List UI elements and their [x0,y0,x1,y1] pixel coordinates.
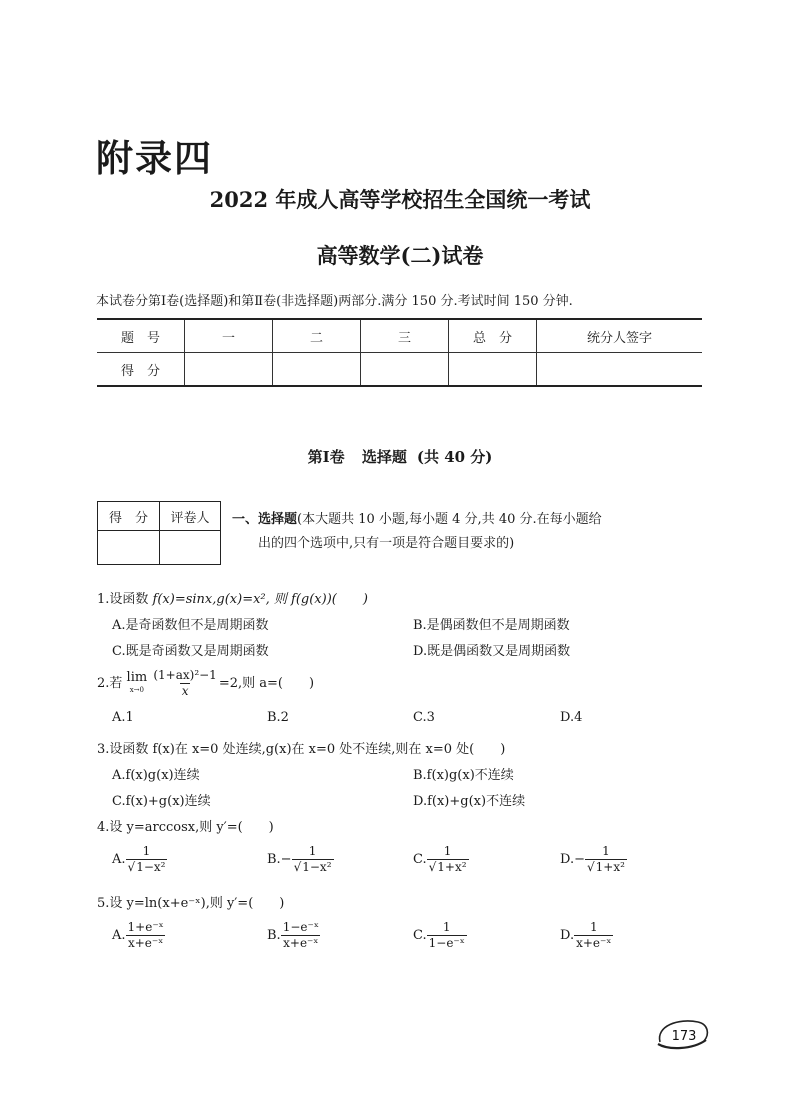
score-header-cell: 二 [273,319,361,353]
fraction-numerator: 1+e⁻ˣ [127,920,164,934]
option-label: D.− [560,852,585,867]
question-5-option-d[interactable] [560,920,613,951]
question-4-option-b[interactable] [267,844,334,875]
limit-fraction [151,668,218,699]
section-part: 第Ⅰ卷 [307,448,345,466]
grader-score-cell[interactable] [98,531,160,565]
option-fraction [574,920,613,951]
exam-title: 2022 年成人高等学校招生全国统一考试 [209,187,591,212]
paper-title: 高等数学(二)试卷 [316,243,484,268]
score-cell[interactable] [361,353,449,387]
appendix-title: 附录四 [96,137,213,180]
part-desc-line1: (本大题共 10 小题,每小题 4 分,共 40 分.在每小题给 [297,512,602,527]
grader-name-header: 评卷人 [160,502,221,531]
question-4-option-d[interactable] [560,844,627,875]
part-instructions [232,508,672,556]
fraction-denominator: x [181,684,189,698]
fraction-denominator: x+e⁻ˣ [283,936,319,950]
limit-subscript: x→0 [129,685,145,694]
option-label: A. [112,928,126,943]
option-fraction [126,844,168,875]
score-cell[interactable] [449,353,537,387]
score-header-cell: 三 [361,319,449,353]
question-1-option-d[interactable]: D.既是偶函数又是周期函数 [413,644,571,659]
fraction-numerator: 1−e⁻ˣ [282,920,319,934]
question-2-option-d[interactable]: D.4 [560,710,583,725]
option-label: C. [413,928,427,943]
option-label: C. [413,852,427,867]
question-2-option-c[interactable]: C.3 [413,710,435,725]
fraction-numerator: (1+ax)²−1 [153,668,217,682]
page-number-badge [654,1014,710,1052]
fraction-numerator: 1 [602,844,610,858]
fraction-denominator: √1−x² [293,860,332,874]
option-fraction [427,920,467,951]
option-label: B. [267,928,281,943]
fraction-denominator: 1−e⁻ˣ [428,936,465,950]
question-3-option-d[interactable]: D.f(x)+g(x)不连续 [413,794,526,809]
question-5-stem: 5.设 y=ln(x+e⁻ˣ),则 y′=( ) [97,896,285,911]
signature-cell[interactable] [537,353,703,387]
page-number: 173 [671,1029,697,1044]
question-1-expression: f(x)=sinx,g(x)=x², 则 f(g(x))( ) [152,592,368,607]
score-header-cell: 一 [185,319,273,353]
question-2-suffix: =2,则 a=( ) [218,676,315,691]
limit-expression [126,669,148,696]
question-1-option-b[interactable]: B.是偶函数但不是周期函数 [413,618,570,633]
question-1-stem [97,588,368,607]
question-1-option-a[interactable]: A.是奇函数但不是周期函数 [112,618,269,633]
fraction-numerator: 1 [443,844,452,858]
option-label: A. [112,852,126,867]
question-4-stem: 4.设 y=arccosx,则 y′=( ) [97,820,274,835]
fraction-denominator: √1−x² [127,860,166,874]
score-row-label: 得 分 [97,353,185,387]
question-4-option-c[interactable] [413,844,469,875]
option-label: B.− [267,852,292,867]
grader-name-cell[interactable] [160,531,221,565]
score-header-cell: 统分人签字 [537,319,703,353]
part-label: 一、选择题 [232,512,298,527]
section-points: (共 40 分) [416,448,493,466]
fraction-numerator: 1 [442,920,451,934]
question-3-option-a[interactable]: A.f(x)g(x)连续 [112,768,200,783]
fraction-denominator: x+e⁻ˣ [127,936,164,950]
fraction-numerator: 1 [142,844,151,858]
fraction-denominator: x+e⁻ˣ [576,936,612,950]
score-table-header-row [97,319,702,353]
section-title [0,446,800,467]
option-fraction [585,844,627,875]
question-2-option-b[interactable]: B.2 [267,710,289,725]
question-1-option-c[interactable]: C.既是奇函数又是周期函数 [112,644,269,659]
score-header-cell: 题 号 [97,319,185,353]
question-2-option-a[interactable]: A.1 [112,710,134,725]
option-fraction [126,920,166,951]
question-3-option-c[interactable]: C.f(x)+g(x)连续 [112,794,211,809]
score-header-cell: 总 分 [449,319,537,353]
question-5-option-b[interactable] [267,920,321,951]
question-3-stem: 3.设函数 f(x)在 x=0 处连续,g(x)在 x=0 处不连续,则在 x=0 处( ) [97,742,506,757]
score-table-score-row [97,353,702,387]
score-cell[interactable] [185,353,273,387]
question-3-option-b[interactable]: B.f(x)g(x)不连续 [413,768,514,783]
score-cell[interactable] [273,353,361,387]
option-fraction [292,844,334,875]
option-label: D. [560,928,575,943]
section-name: 选择题 [361,448,407,466]
option-fraction [427,844,469,875]
question-5-option-a[interactable] [112,920,166,951]
grader-table [97,501,221,565]
fraction-denominator: √1+x² [586,860,625,874]
question-1-prefix: 1.设函数 [97,592,153,607]
question-5-option-c[interactable] [413,920,467,951]
question-2-prefix: 2.若 [97,676,123,691]
fraction-numerator: 1 [589,920,598,934]
fraction-denominator: √1+x² [428,860,467,874]
grader-score-header: 得 分 [98,502,160,531]
part-desc-line2: 出的四个选项中,只有一项是符合题目要求的) [258,536,515,551]
fraction-numerator: 1 [308,844,317,858]
question-4-option-a[interactable] [112,844,167,875]
limit-word: lim [126,669,148,685]
score-table [97,318,702,387]
exam-instructions: 本试卷分第Ⅰ卷(选择题)和第Ⅱ卷(非选择题)两部分.满分 150 分.考试时间 150 分钟. [96,294,573,309]
option-fraction [281,920,321,951]
question-2-stem [97,668,314,699]
